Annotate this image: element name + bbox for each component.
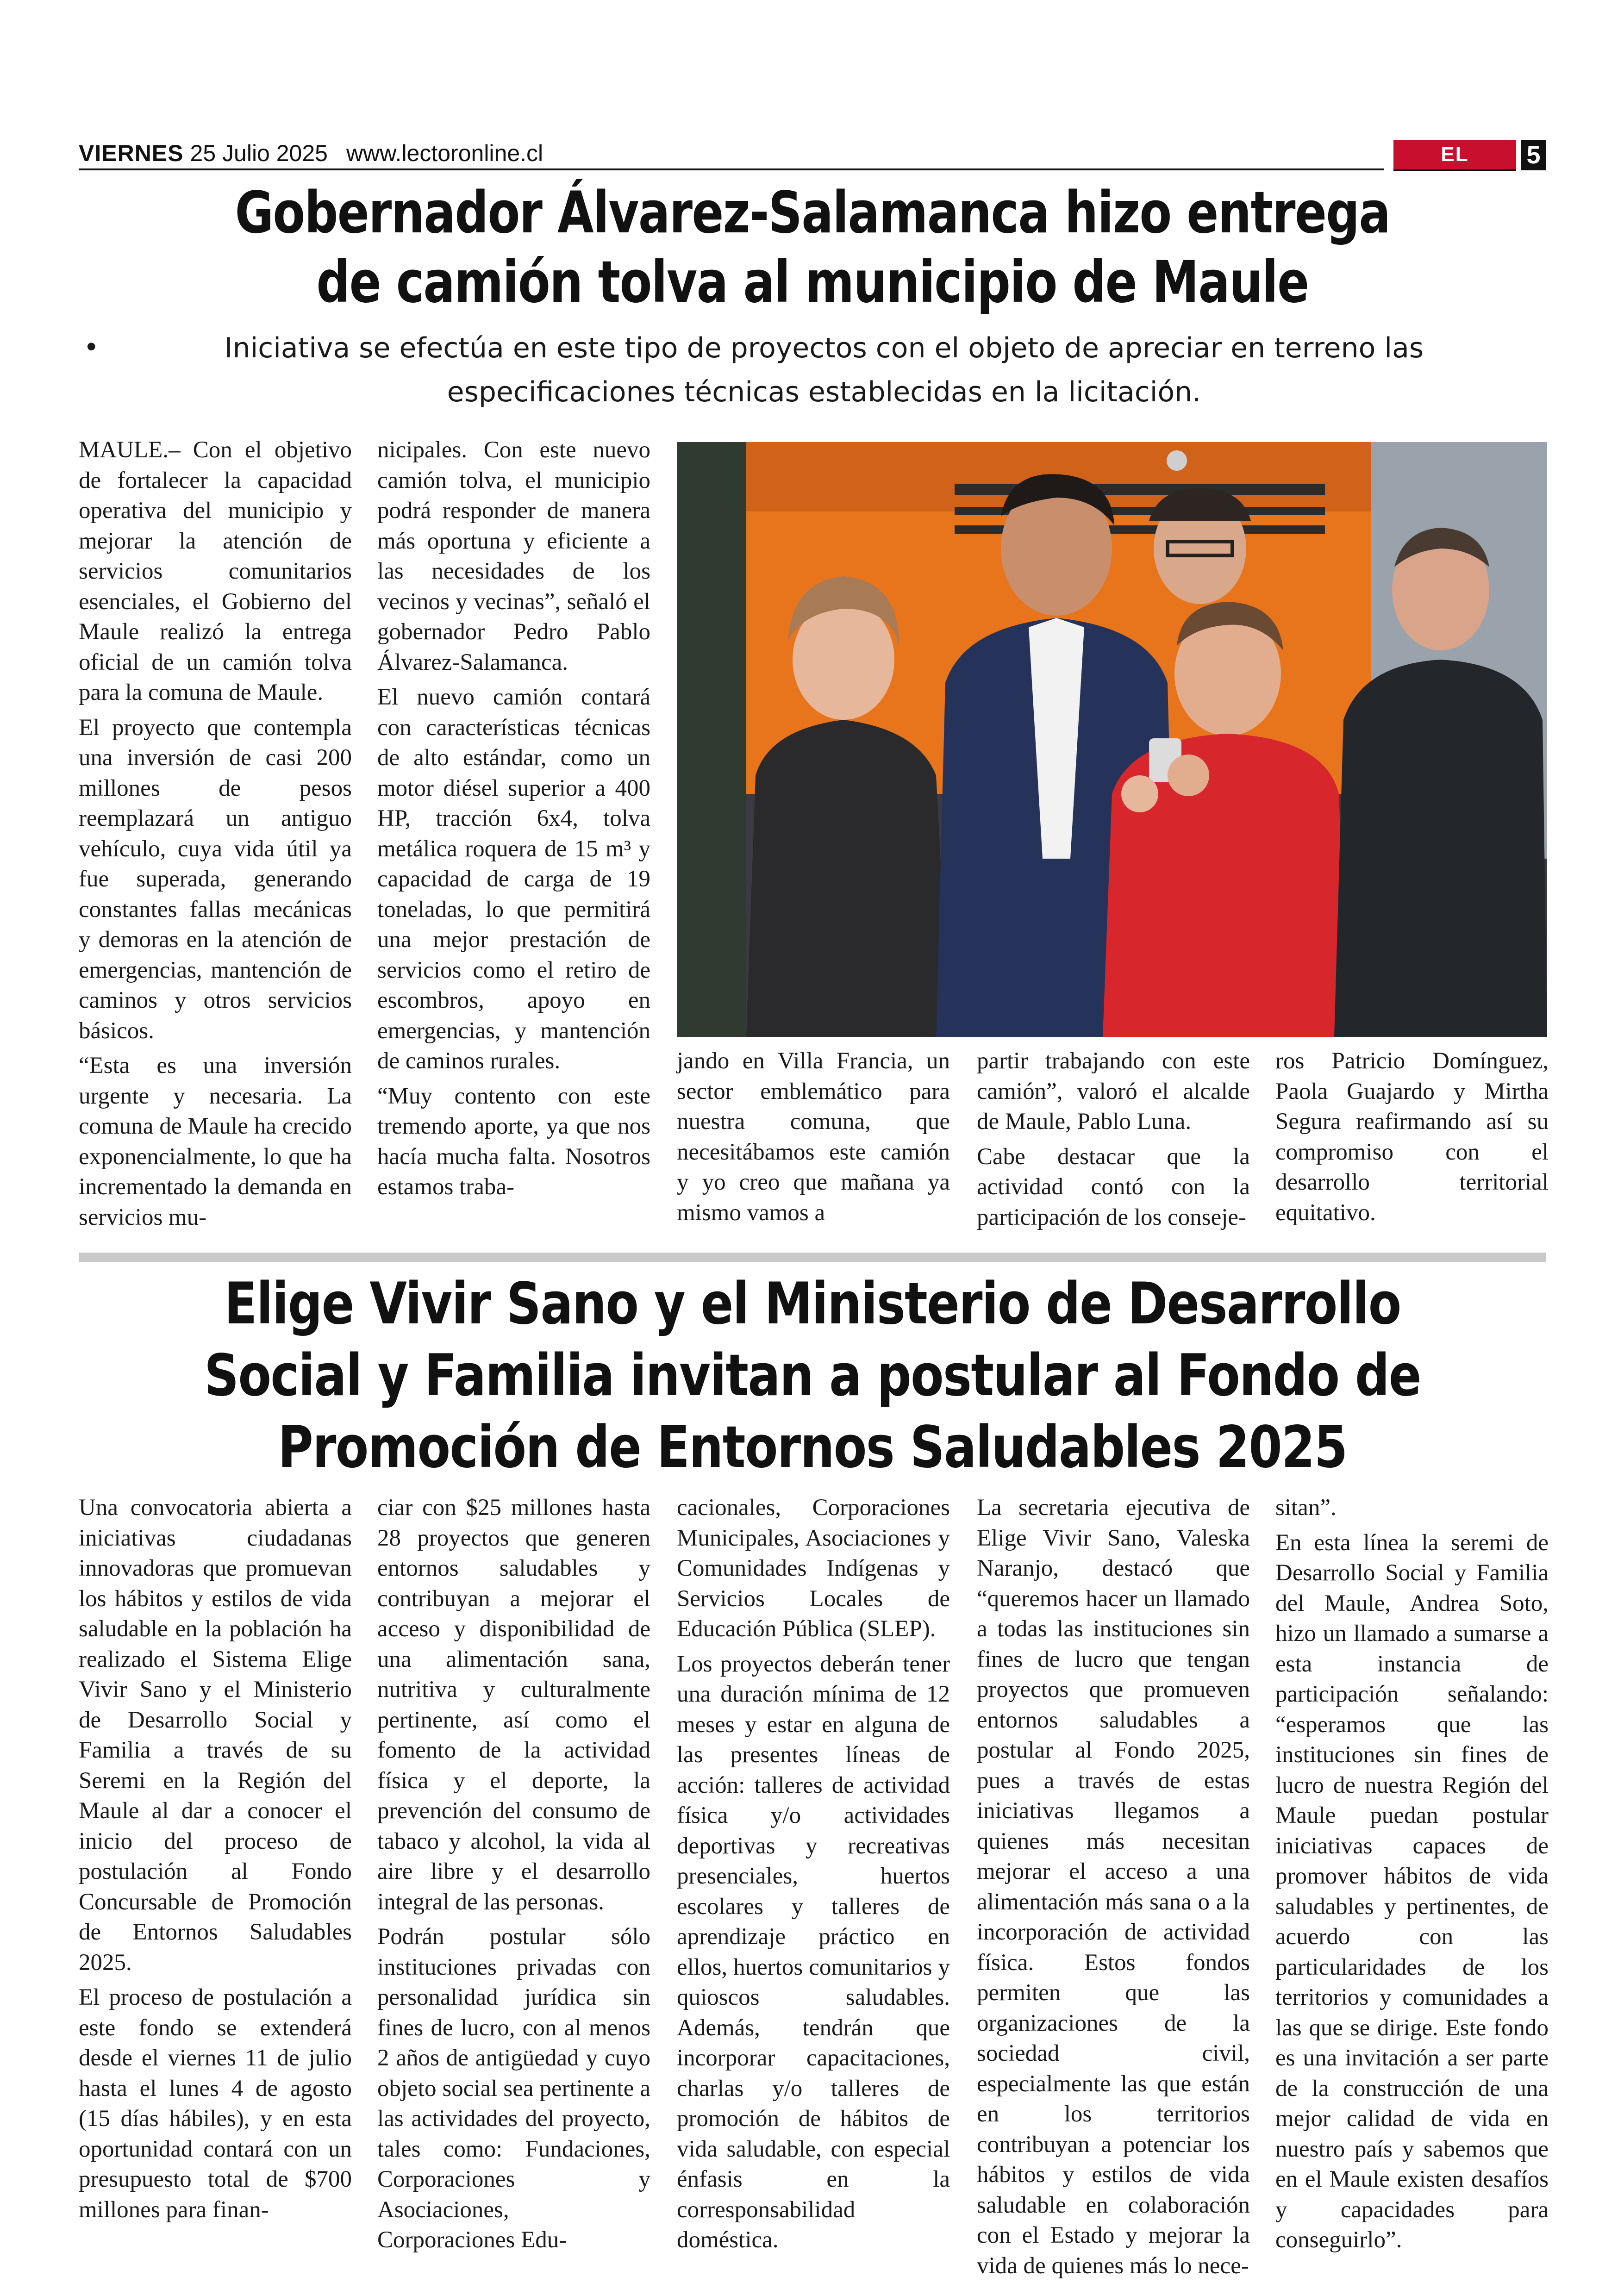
article1-paragraph: jando en Villa Francia, un sector emblemático para nuestra comuna, que necesitábamos este camión y yo creo que mañana ya mismo vamos a	[677, 1048, 950, 1226]
section-divider	[79, 1253, 1546, 1262]
article1-photo	[677, 442, 1547, 1037]
article2-column-5	[1275, 1493, 1549, 2260]
header-date: 25 Julio 2025	[190, 140, 328, 166]
article2-paragraph: ciar con $25 millones hasta 28 proyectos que generen entornos saludables y contribuyan a mejorar el acceso y disponibilidad de una alimentación sana, nutritiva y culturalmente pertinente, así como el fomento de la actividad física y el deporte, la prevención del consumo de tabaco y alcohol, la vida al aire libre y el desarrollo integral de las personas.	[377, 1495, 650, 1915]
photo-illustration	[677, 442, 1547, 1037]
article2-column-4	[977, 1493, 1250, 2286]
article1-paragraph: Cabe destacar que la actividad contó con la participación de los conseje-	[977, 1143, 1250, 1230]
article2-column-1	[79, 1493, 352, 2230]
article2-paragraph: Podrán postular sólo instituciones privadas con personalidad jurídica sin fines de lucro, con al menos 2 años de antigüedad y cuyo objeto social sea pertinente a las actividades del proyecto, tales como: Fundaciones, Corporaciones y Asociaciones, Corporaciones Edu-	[377, 1924, 650, 2253]
header-rule	[79, 168, 1384, 170]
article2-paragraph: La secretaria ejecutiva de Elige Vivir Sano, Valeska Naranjo, destacó que “queremos hacer un llamado a todas las instituciones sin fines de lucro que tengan proyectos que promueven entornos saludables a postular al Fondo 2025, pues a través de estas iniciativas llegamos a quienes más necesitan mejorar el acceso a una alimentación más sana o a la incorporación de actividad física. Estos fondos permiten que las organizaciones de la sociedad civil, especialmente las que están en los territorios contribuyan a potenciar los hábitos y estilos de vida saludable en colaboración con el Estado y mejorar la vida de quienes más lo nece-	[977, 1495, 1250, 2279]
article2-paragraph: En esta línea la seremi de Desarrollo Social y Familia del Maule, Andrea Soto, hizo un llamado a sumarse a esta instancia de participación señalando: “esperamos que las instituciones sin fines de lucro de nuestra Región del Maule puedan postular iniciativas capaces de promover hábitos de vida saludables y pertinentes, de acuerdo con las particularidades de los territorios y comunidades a las que se dirige. Este fondo es una invitación a ser parte de la construcción de una mejor calidad de vida en nuestro país y sabemos que en el Maule existen desafíos y capacidades para conseguirlo”.	[1275, 1529, 1549, 2253]
article1-paragraph: “Muy contento con este tremendo aporte, ya que nos hacía mucha falta. Nosotros estamos traba-	[377, 1083, 650, 1200]
article2-headline: Elige Vivir Sano y el Ministerio de Desarrollo Social y Familia invitan a postular al Fondo de Promoción de Entornos Saludables 2025	[204, 1271, 1421, 1481]
article1-column-4	[977, 1046, 1250, 1237]
article2-paragraph: cacionales, Corporaciones Municipales, Asociaciones y Comunidades Indígenas y Servicios Locales de Educación Pública (SLEP).	[677, 1495, 950, 1642]
article2-paragraph: Los proyectos deberán tener una duración mínima de 12 meses y estar en alguna de las presentes líneas de acción: talleres de actividad física y/o actividades deportivas y recreativas presenciales, huertos escolares y talleres de aprendizaje práctico en ellos, huertos comunitarios y quioscos saludables. Además, tendrán que incorporar capacitaciones, charlas y/o talleres de promoción de hábitos de vida saludable, con especial énfasis en la corresponsabilidad doméstica.	[677, 1651, 950, 2253]
article1-subhead: Iniciativa se efectúa en este tipo de proyectos con el objeto de apreciar en terreno las especificaciones técnicas establecidas en la licitación.	[224, 332, 1424, 408]
article1-column-2	[377, 435, 650, 1207]
article1-paragraph: El proyecto que contempla una inversión de casi 200 millones de pesos reemplazará un antiguo vehículo, cuya vida útil ya fue superada, generando constantes fallas mecánicas y demoras en la atención de emergencias, mantención de caminos y otros servicios básicos.	[79, 714, 352, 1044]
header-url[interactable]: www.lectoronline.cl	[346, 140, 543, 166]
article2-paragraph: sitan”.	[1275, 1495, 1337, 1521]
article1-column-3	[677, 1046, 950, 1233]
article1-paragraph: El nuevo camión contará con características técnicas de alto estándar, como un motor diésel superior a 400 HP, tracción 6x4, tolva metálica roquera de 15 m³ y capacidad de carga de 19 toneladas, lo que permitirá una mejor prestación de servicios como el retiro de escombros, apoyo en emergencias, y mantención de caminos rurales.	[377, 684, 650, 1074]
article2-column-2	[377, 1493, 650, 2260]
article1-headline: Gobernador Álvarez-Salamanca hizo entrega de camión tolva al municipio de Maule	[235, 180, 1390, 316]
article1-column-5	[1275, 1046, 1549, 1233]
article1-paragraph: ros Patricio Domínguez, Paola Guajardo y Mirtha Segura reafirmando así su compromiso con el desarrollo territorial equitativo.	[1275, 1048, 1549, 1226]
article1-column-1	[79, 435, 352, 1237]
page-header	[79, 139, 1546, 195]
newspaper-logo: EL LECTOR	[1393, 140, 1516, 171]
header-day: VIERNES	[79, 140, 184, 166]
article1-paragraph: nicipales. Con este nuevo camión tolva, el municipio podrá responder de manera más oportuna y eficiente a las necesidades de los vecinos y vecinas”, señaló el gobernador Pedro Pablo Álvarez-Salamanca.	[377, 437, 650, 675]
header-dateline	[79, 140, 543, 167]
article2-column-3	[677, 1493, 950, 2260]
article1-paragraph: MAULE.– Con el objetivo de fortalecer la capacidad operativa del municipio y mejorar la atención de servicios comunitarios esenciales, el Gobierno del Maule realizó la entrega oficial de un camión tolva para la comuna de Maule.	[79, 437, 352, 705]
article1-paragraph: “Esta es una inversión urgente y necesaria. La comuna de Maule ha crecido exponencialmente, lo que ha incrementado la demanda en servicios mu-	[79, 1053, 352, 1230]
page-number: 5	[1521, 140, 1546, 170]
bullet-icon: •	[86, 329, 97, 365]
article2-paragraph: El proceso de postulación a este fondo se extenderá desde el viernes 11 de julio hasta el lunes 4 de agosto (15 días hábiles), y en esta oportunidad contará con un presupuesto total de $700 millones para finan-	[79, 1984, 352, 2223]
article2-paragraph: Una convocatoria abierta a iniciativas ciudadanas innovadoras que promuevan los hábitos y estilos de vida saludable en la población ha realizado el Sistema Elige Vivir Sano y el Ministerio de Desarrollo Social y Familia a través de su Seremi en la Región del Maule al dar a conocer el inicio del proceso de postulación al Fondo Concursable de Promoción de Entornos Saludables 2025.	[79, 1495, 352, 1976]
article1-paragraph: partir trabajando con este camión”, valoró el alcalde de Maule, Pablo Luna.	[977, 1048, 1250, 1135]
